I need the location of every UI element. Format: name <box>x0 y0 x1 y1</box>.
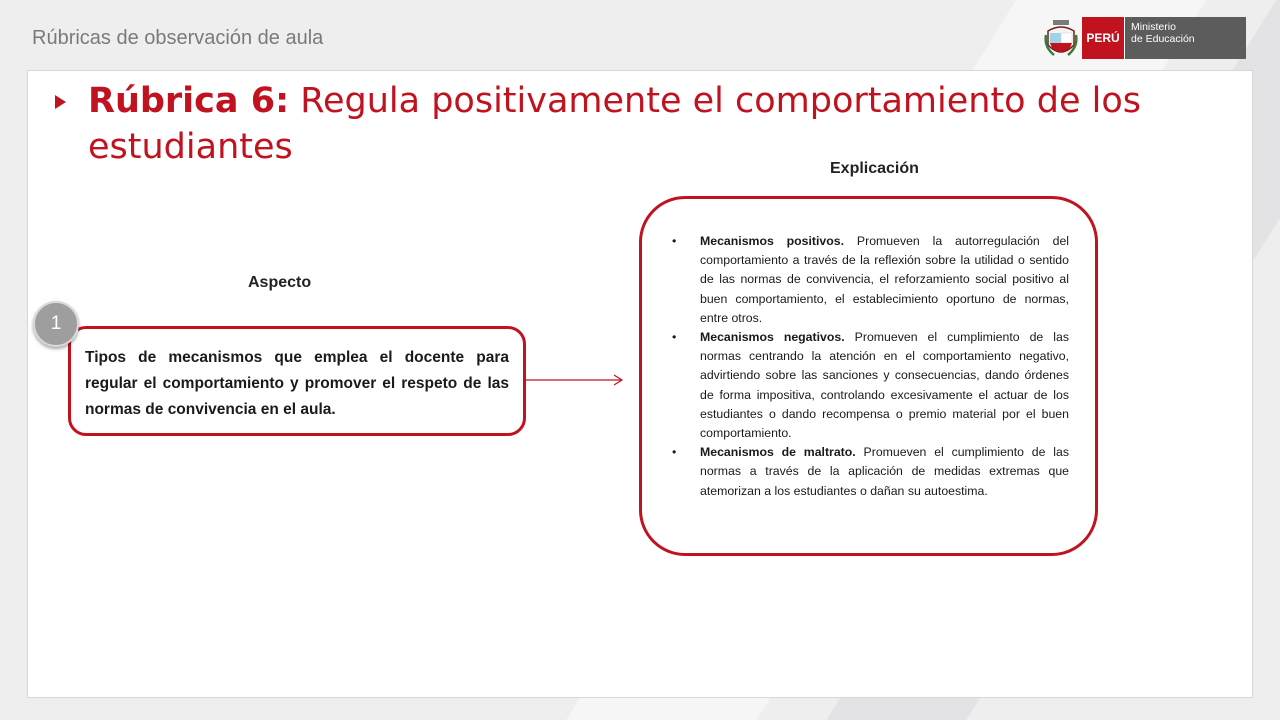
logo-country-label: PERÚ <box>1082 17 1124 59</box>
explanation-item-term: Mecanismos de maltrato. <box>700 445 856 460</box>
explanation-item <box>672 328 1069 443</box>
explanation-item-term: Mecanismos positivos. <box>700 234 845 248</box>
header-bar <box>0 0 1280 70</box>
aspect-text: Tipos de mecanismos que emplea el docente para regular el comportamiento y promover el respeto de las normas de convivencia en el aula. <box>85 349 509 418</box>
logo-ministry-label <box>1124 17 1246 59</box>
explanation-item-text: Promueven el cumplimiento de las normas centrando la atención en el comportamiento negativo, advirtiendo sobre las sanciones y consecuencias, dando órdenes de forma impositiva, controlando excesivamente el actuar de los estudiantes o dando recompensa o premio material por el buen comportamiento. <box>700 330 1069 441</box>
ministry-logo <box>1044 17 1246 59</box>
aspect-label: Aspecto <box>248 274 312 291</box>
connector-arrow-icon <box>526 370 630 390</box>
slide-title-bold: Rúbrica 6: <box>88 81 290 121</box>
aspect-number-badge: 1 <box>33 301 79 347</box>
explanation-label: Explicación <box>830 160 919 177</box>
aspect-box <box>68 326 526 436</box>
explanation-item-text: Promueven el cumplimiento de las normas a través de la aplicación de medidas extremas que atemorizan a los estudiantes o dañan su autoestima. <box>700 445 1070 498</box>
slide-title <box>88 78 1188 170</box>
explanation-item-term: Mecanismos negativos. <box>700 330 845 345</box>
logo-ministry-line2: de Educación <box>1131 33 1195 45</box>
explanation-item-text: Promueven la autorregulación del comportamiento a través de la reflexión sobre la utilidad o sentido de las normas de convivencia, el reforzamiento social positivo al buen comportamiento, el establecimiento oportuno de normas, entre otros. <box>700 234 1070 325</box>
explanation-box <box>639 196 1098 556</box>
logo-ministry-line1: Ministerio <box>1131 21 1176 33</box>
slide-title-rest: Regula positivamente el comportamiento de los estudiantes <box>88 81 1141 167</box>
explanation-item <box>672 443 1069 501</box>
coat-of-arms-icon <box>1044 17 1078 59</box>
header-title: Rúbricas de observación de aula <box>32 27 324 49</box>
explanation-item <box>672 232 1069 328</box>
explanation-list <box>672 232 1069 501</box>
title-bullet-icon <box>55 95 66 109</box>
